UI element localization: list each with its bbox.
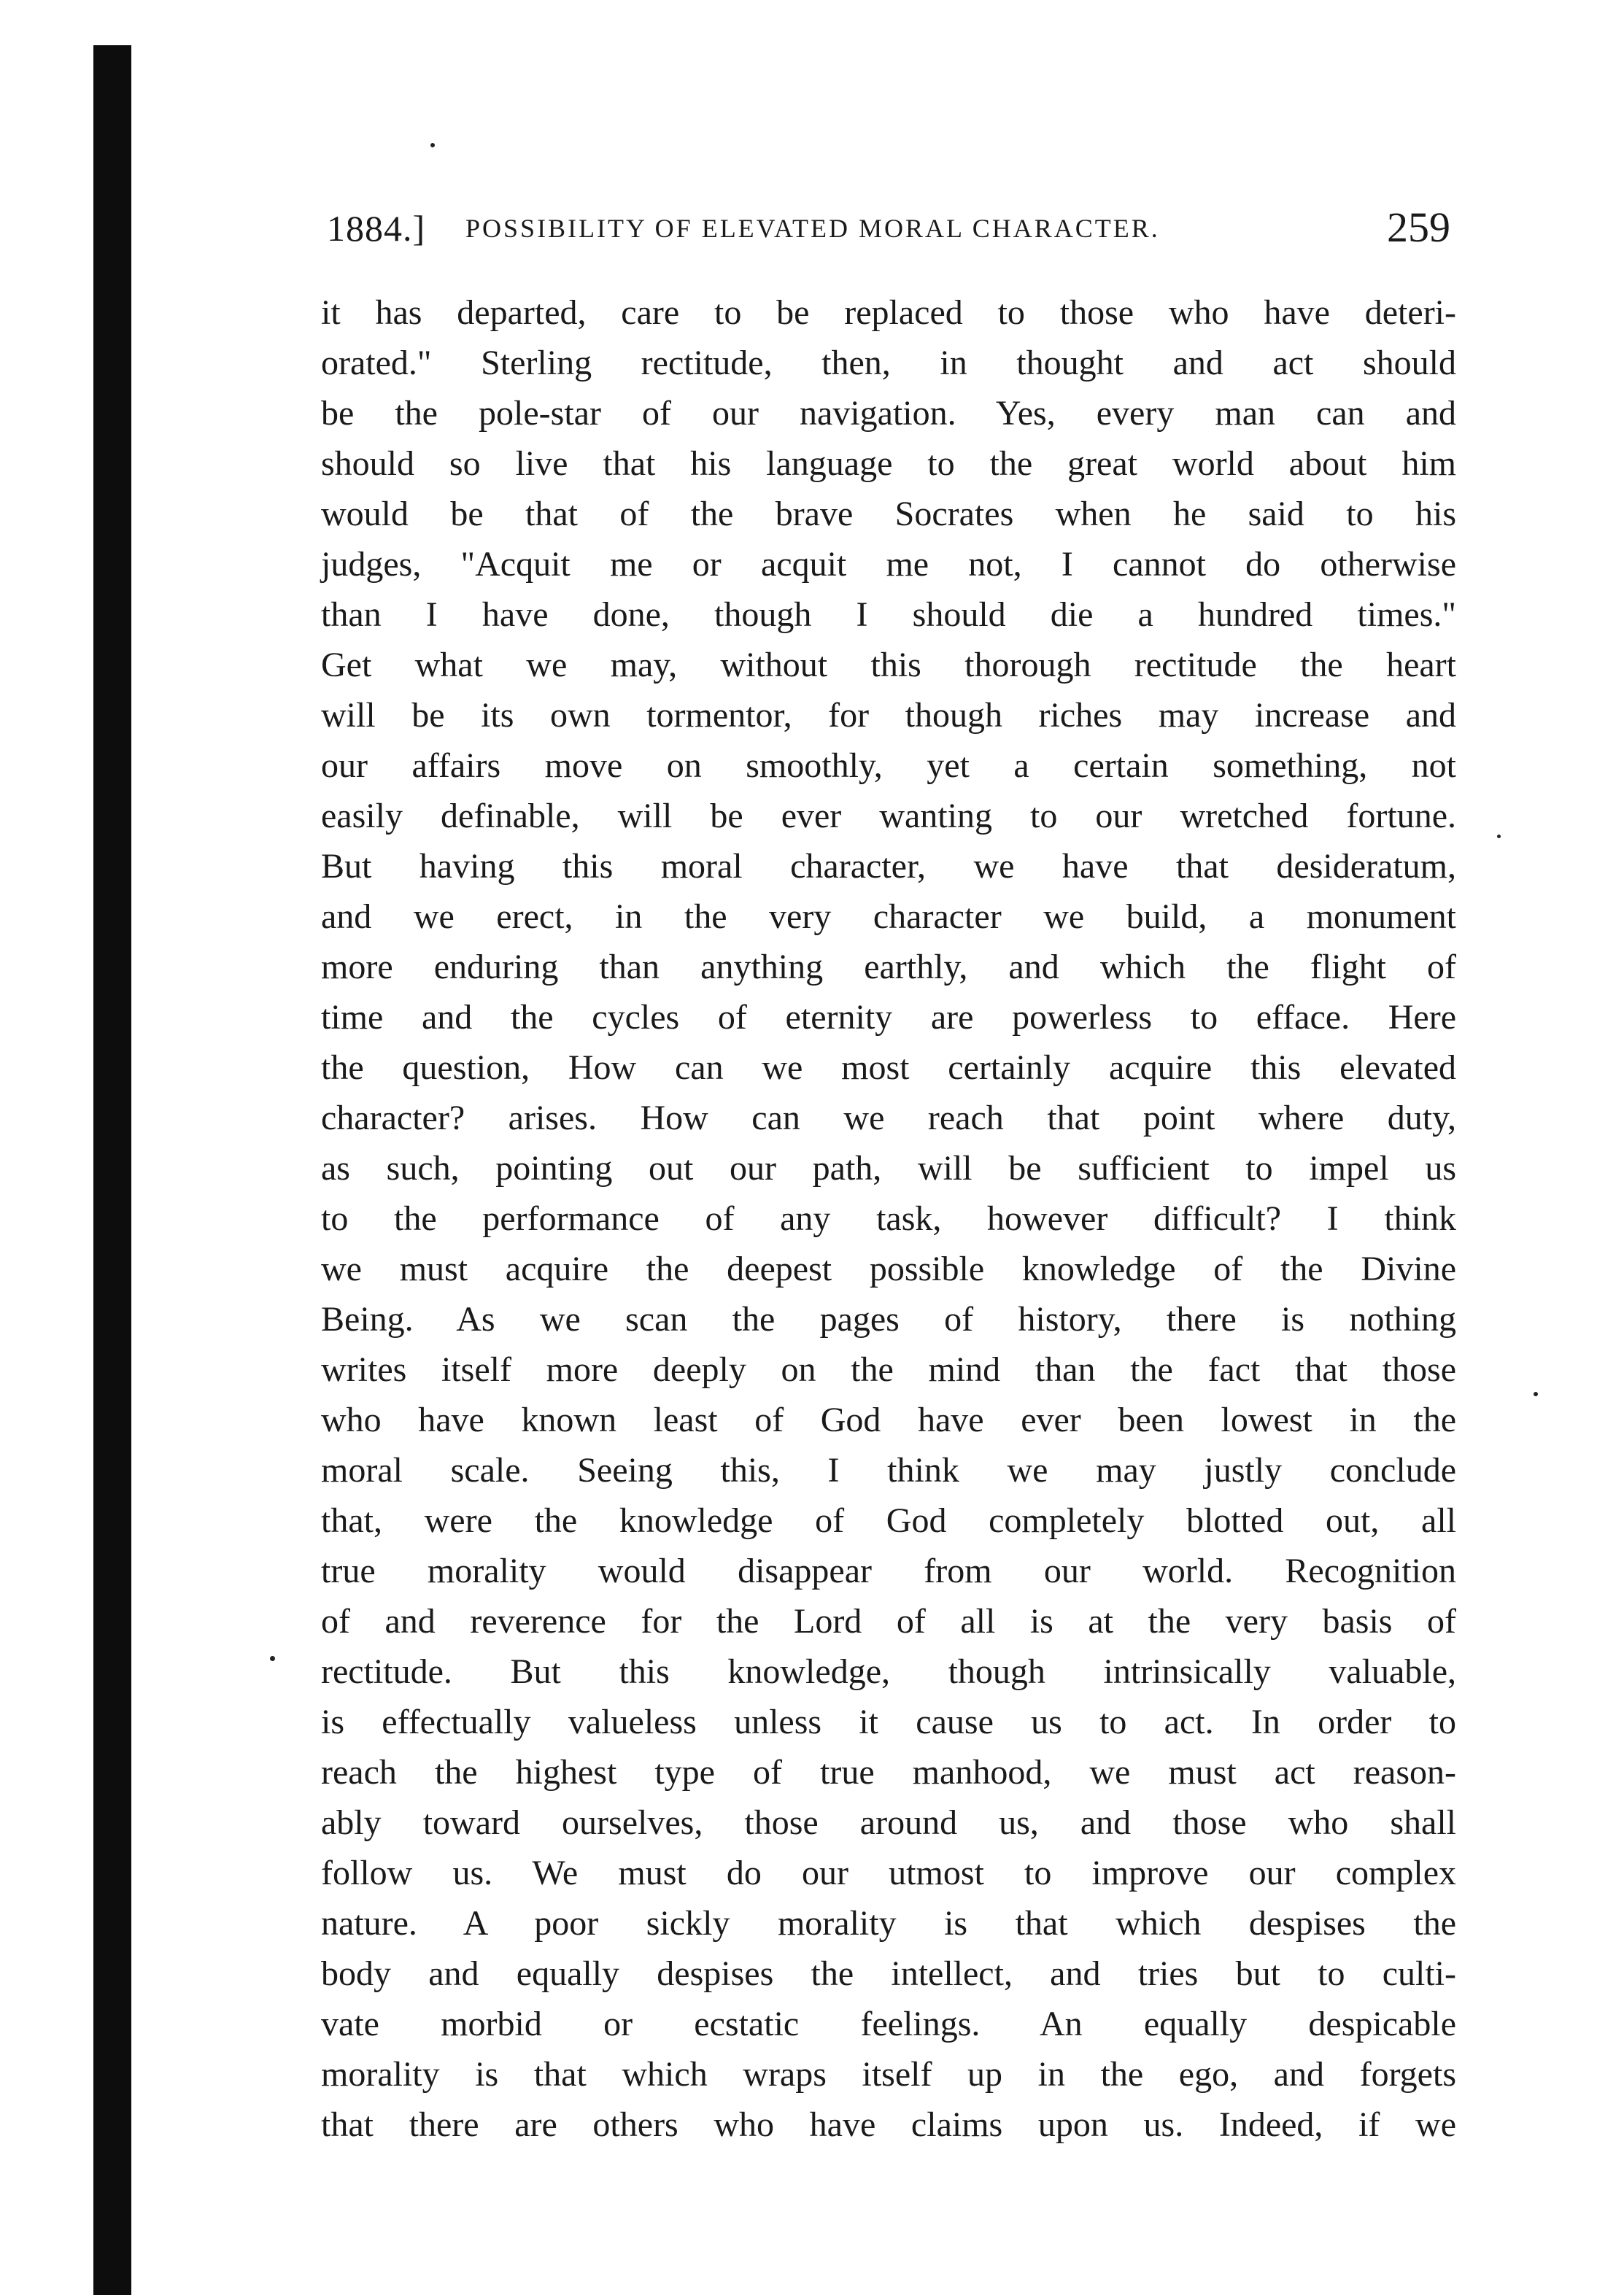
text-line: should so live that his language to the great world about him xyxy=(321,444,1456,483)
text-line: follow us. We must do our utmost to improve our complex xyxy=(321,1854,1456,1892)
text-line: orated." Sterling rectitude, then, in thought and act should xyxy=(321,344,1456,382)
text-line: body and equally despises the intellect, and tries but to culti- xyxy=(321,1954,1456,1993)
text-line: will be its own tormentor, for though riches may increase and xyxy=(321,696,1456,735)
text-line: character? arises. How can we reach that point where duty, xyxy=(321,1099,1456,1137)
text-line: nature. A poor sickly morality is that which despises the xyxy=(321,1904,1456,1943)
text-line: ably toward ourselves, those around us, and those who shall xyxy=(321,1803,1456,1842)
text-line: true morality would disappear from our world. Recognition xyxy=(321,1552,1456,1590)
page-binding-edge xyxy=(93,45,131,2295)
text-line: would be that of the brave Socrates when he said to his xyxy=(321,495,1456,533)
body-text xyxy=(321,287,1456,2150)
scan-speck xyxy=(270,1656,275,1661)
text-line: who have known least of God have ever been lowest in the xyxy=(321,1401,1456,1439)
text-line: of and reverence for the Lord of all is at the very basis of xyxy=(321,1602,1456,1641)
text-line: morality is that which wraps itself up in the ego, and forgets xyxy=(321,2055,1456,2094)
text-line: the question, How can we most certainly acquire this elevated xyxy=(321,1048,1456,1087)
text-line: Get what we may, without this thorough rectitude the heart xyxy=(321,646,1456,684)
text-line: time and the cycles of eternity are powerless to efface. Here xyxy=(321,998,1456,1037)
scan-speck xyxy=(1497,835,1501,838)
text-line: reach the highest type of true manhood, we must act reason- xyxy=(321,1753,1456,1792)
text-line: than I have done, though I should die a hundred times." xyxy=(321,595,1456,634)
text-line: and we erect, in the very character we build, a monument xyxy=(321,897,1456,936)
text-line: But having this moral character, we have that desideratum, xyxy=(321,847,1456,886)
text-line: that, were the knowledge of God completely blotted out, all xyxy=(321,1501,1456,1540)
header-year: 1884.] xyxy=(327,208,426,249)
text-line: easily definable, will be ever wanting to our wretched fortune. xyxy=(321,797,1456,835)
header-title: POSSIBILITY OF ELEVATED MORAL CHARACTER. xyxy=(465,214,1160,243)
text-line: it has departed, care to be replaced to those who have deteri- xyxy=(321,293,1456,332)
text-line: writes itself more deeply on the mind than the fact that those xyxy=(321,1350,1456,1389)
scan-speck xyxy=(430,143,435,147)
text-line: to the performance of any task, however difficult? I think xyxy=(321,1199,1456,1238)
text-line: vate morbid or ecstatic feelings. An equally despicable xyxy=(321,2005,1456,2043)
text-line: as such, pointing out our path, will be sufficient to impel us xyxy=(321,1149,1456,1188)
text-line: judges, "Acquit me or acquit me not, I cannot do otherwise xyxy=(321,545,1456,584)
text-line: be the pole-star of our navigation. Yes, every man can and xyxy=(321,394,1456,433)
text-line: our affairs move on smoothly, yet a certain something, not xyxy=(321,746,1456,785)
text-line: is effectually valueless unless it cause us to act. In order to xyxy=(321,1703,1456,1741)
text-line: that there are others who have claims upon us. Indeed, if we xyxy=(321,2105,1456,2144)
scan-speck xyxy=(1534,1392,1538,1396)
text-line: moral scale. Seeing this, I think we may justly conclude xyxy=(321,1451,1456,1490)
text-line: rectitude. But this knowledge, though intrinsically valuable, xyxy=(321,1652,1456,1691)
text-line: we must acquire the deepest possible knowledge of the Divine xyxy=(321,1250,1456,1288)
running-header xyxy=(327,203,1450,261)
text-line: Being. As we scan the pages of history, there is nothing xyxy=(321,1300,1456,1339)
page-number: 259 xyxy=(1387,204,1450,251)
text-line: more enduring than anything earthly, and which the flight of xyxy=(321,948,1456,986)
